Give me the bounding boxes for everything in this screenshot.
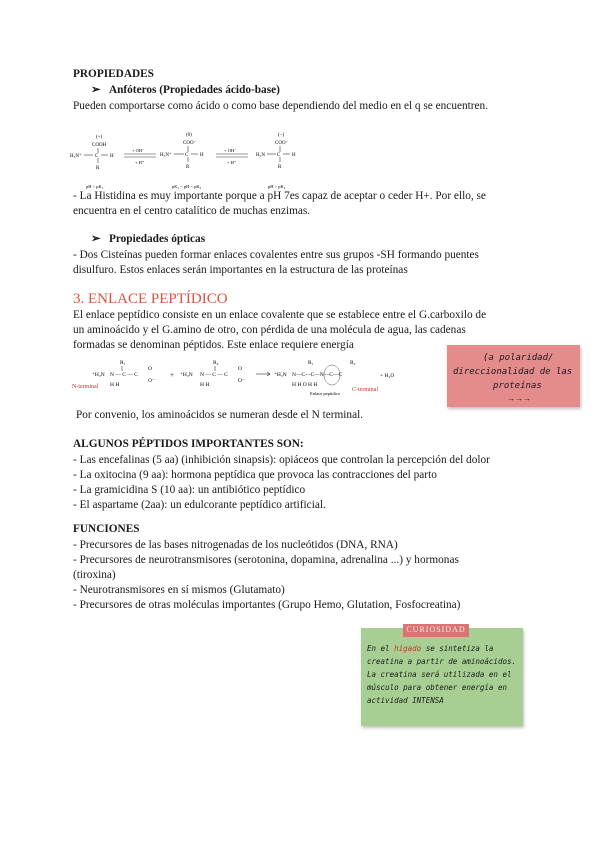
histidina-text-line-1: - La Histidina es muy importante porque a pH 7es capaz de aceptar o ceder H+. Por ello, se bbox=[73, 190, 486, 202]
highlight-higado: hígado bbox=[394, 644, 422, 653]
list-item: - Precursores de otras moléculas importantes (Grupo Hemo, Glutation, Fosfocreatina) bbox=[73, 599, 461, 611]
svg-text:H: H bbox=[110, 154, 114, 159]
list-item: - Neurotransmisores en sí mismos (Glutamato) bbox=[73, 584, 285, 596]
list-item: - Precursores de las bases nitrogenadas de los nucleótidos (DNA, RNA) bbox=[73, 539, 398, 551]
svg-text:O: O bbox=[148, 366, 152, 372]
enlace-text-line-1: El enlace peptídico consiste en un enlace covalente que se establece entre el G.carboxilo de bbox=[73, 309, 487, 321]
arrow-top-label: + OH⁻ bbox=[132, 148, 145, 153]
arrow-bullet-icon: ➢ bbox=[91, 84, 101, 96]
list-item: - La oxitocina (9 aa): hormona peptídica que provoca las contracciones del parto bbox=[73, 469, 437, 481]
charge-label: (+) bbox=[96, 135, 103, 140]
svg-text:C: C bbox=[185, 153, 189, 158]
h3n-label: ⁺H₃N bbox=[92, 372, 105, 378]
peptidos-list bbox=[73, 453, 490, 513]
list-item: - Las encefalinas (5 aa) (inhibición sinapsis): opiáceos que controlan la percepción del dolor bbox=[73, 454, 490, 466]
svg-text:R: R bbox=[96, 166, 100, 171]
svg-text:H H: H H bbox=[110, 382, 120, 388]
top-group-label: COO⁻ bbox=[183, 141, 197, 146]
svg-text:H: H bbox=[292, 153, 296, 158]
r1-label: R₁ bbox=[308, 360, 314, 366]
convenio-text: Por convenio, los aminoácidos se numeran desde el N terminal. bbox=[76, 409, 364, 421]
svg-text:H: H bbox=[200, 153, 204, 158]
list-item: - Precursores de neurotransmisores (serotonina, dopamina, adrenalina ...) y hormonas bbox=[73, 554, 459, 566]
green-sticky-note bbox=[361, 625, 523, 726]
arrow-bottom-label: + H⁺ bbox=[135, 160, 145, 165]
pink-note-line-2: direccionalidad de las bbox=[453, 367, 573, 377]
opticas-text-line-1: - Dos Cisteínas pueden formar enlaces covalentes entre sus grupos -SH formando puentes bbox=[73, 249, 479, 261]
green-note-line-4: músculo para obtener energía en bbox=[367, 683, 507, 692]
anfoteros-title: Anfóteros (Propiedades ácido-base) bbox=[108, 84, 280, 96]
section-title-peptidos: ALGUNOS PÉPTIDOS IMPORTANTES SON: bbox=[73, 438, 304, 450]
green-note-line-5: actividad INTENSA bbox=[367, 696, 444, 705]
amphoteric-diagram bbox=[68, 130, 308, 190]
arrow-bottom-label: + H⁺ bbox=[227, 160, 237, 165]
pink-note-line-1: (a polaridad/ bbox=[483, 353, 554, 363]
left-group-label: H₃N⁺ bbox=[160, 153, 172, 158]
svg-text:N—C—C—N—C—C: N—C—C—N—C—C bbox=[292, 372, 343, 378]
r2-label: R₂ bbox=[350, 360, 356, 366]
section-title-funciones: FUNCIONES bbox=[73, 523, 140, 535]
svg-text:R: R bbox=[186, 165, 190, 170]
svg-text:R: R bbox=[278, 165, 282, 170]
svg-text:H H: H H bbox=[200, 382, 210, 388]
list-item: - La gramicidina S (10 aa): un antibiótico peptídico bbox=[73, 484, 306, 496]
svg-text:O⁻: O⁻ bbox=[148, 378, 155, 384]
pink-sticky-note bbox=[447, 345, 580, 407]
section-title-propiedades: PROPIEDADES bbox=[73, 68, 154, 80]
svg-text:O: O bbox=[238, 366, 242, 372]
h3n-label: ⁺H₃N bbox=[274, 372, 287, 378]
curiosidad-tape-label: CURIOSIDAD bbox=[403, 624, 469, 637]
opticas-title: Propiedades ópticas bbox=[108, 233, 206, 245]
anfoteros-text: Pueden comportarse como ácido o como base dependiendo del medio en el q se encuentren. bbox=[73, 100, 489, 112]
green-note-text bbox=[367, 642, 516, 707]
list-item: - El aspartame (2aa): un edulcorante peptídico artificial. bbox=[73, 499, 326, 511]
bond-label: Enlace peptídico bbox=[310, 391, 341, 396]
svg-text:O⁻: O⁻ bbox=[238, 378, 245, 384]
histidina-text-line-2: encuentra en el centro catalítico de muchas enzimas. bbox=[73, 205, 311, 217]
charge-label: (−) bbox=[278, 133, 285, 138]
enlace-text-line-3: formadas se denominan péptidos. Este enlace requiere energía bbox=[73, 339, 354, 351]
r1-label: R₁ bbox=[120, 360, 126, 366]
opticas-text-line-2: disulfuro. Estos enlaces serán importantes en la estructura de las proteínas bbox=[73, 264, 408, 276]
svg-text:C: C bbox=[95, 154, 99, 159]
funciones-list bbox=[73, 538, 460, 613]
svg-text:C: C bbox=[277, 153, 281, 158]
h3n-label: ⁺H₃N bbox=[180, 372, 193, 378]
svg-text:H H O H H: H H O H H bbox=[292, 382, 318, 388]
water-label: + H₂O bbox=[380, 373, 395, 379]
subsection-opticas bbox=[91, 232, 205, 247]
pink-note-arrow-icon: →→→ bbox=[507, 394, 531, 403]
subsection-anfoteros bbox=[91, 83, 280, 98]
enlace-text-line-2: un aminoácido y el G.amino de otro, con pérdida de una molécula de agua, las cadenas bbox=[73, 324, 466, 336]
top-group-label: COOH bbox=[92, 143, 107, 148]
ph-label: pH > pK₂ bbox=[268, 184, 286, 189]
green-note-line-2: creatina a partir de aminoácidos. bbox=[367, 657, 517, 666]
arrow-bullet-icon: ➢ bbox=[91, 233, 101, 245]
green-note-line-1: En el hígado se sintetiza la bbox=[367, 644, 494, 653]
ph-label: pH < pK₁ bbox=[86, 184, 104, 189]
left-group-label: H₂N bbox=[256, 153, 265, 158]
ph-label: pK₁ < pH < pK₂ bbox=[172, 184, 202, 189]
left-group-label: H₃N⁺ bbox=[70, 154, 82, 159]
arrow-top-label: + OH⁻ bbox=[224, 148, 237, 153]
list-item: (tiroxina) bbox=[73, 569, 116, 581]
top-group-label: COO⁻ bbox=[275, 141, 289, 146]
peptide-bond-diagram bbox=[70, 355, 420, 405]
svg-text:N — C — C: N — C — C bbox=[200, 372, 228, 378]
svg-text:N — C — C: N — C — C bbox=[110, 372, 138, 378]
c-terminal-label: C-terminal bbox=[352, 387, 378, 393]
r2-label: R₂ bbox=[213, 360, 219, 366]
svg-text:+: + bbox=[170, 371, 174, 379]
pink-note-line-3: proteínas bbox=[493, 381, 542, 391]
section-heading-enlace-peptidico: 3. ENLACE PEPTÍDICO bbox=[73, 291, 228, 307]
charge-label: (0) bbox=[186, 133, 192, 138]
n-terminal-label: N-terminal bbox=[72, 384, 99, 390]
green-note-line-3: La creatina será utilizada en el bbox=[367, 670, 512, 679]
